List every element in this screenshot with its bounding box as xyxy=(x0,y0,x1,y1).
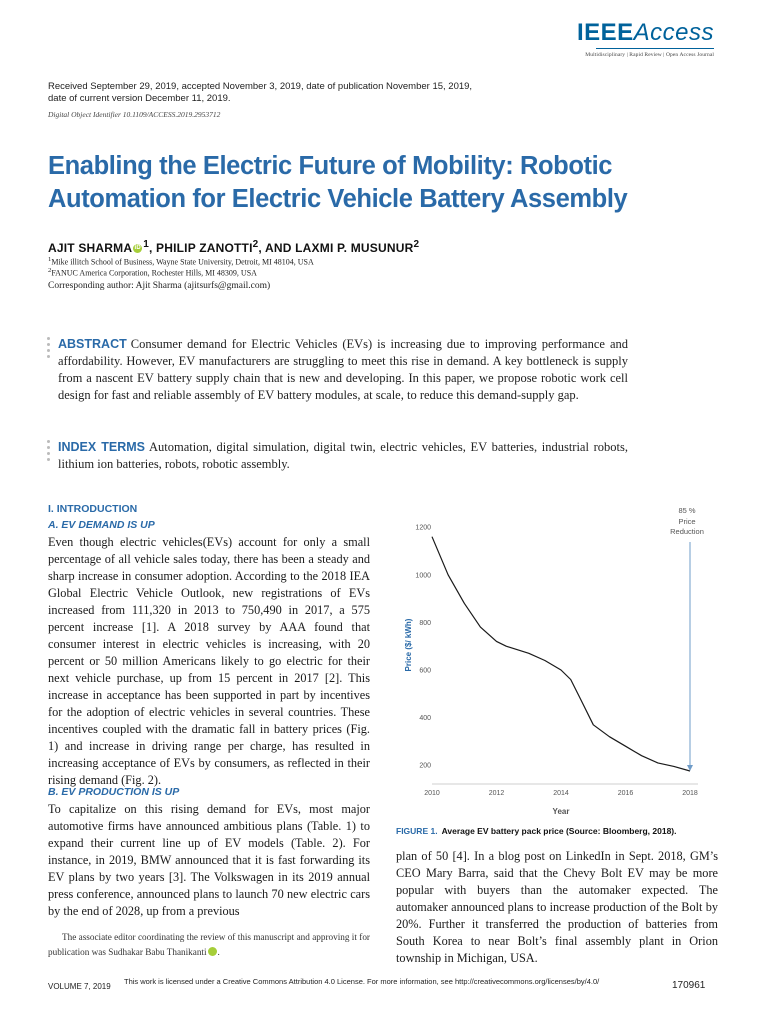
author-list xyxy=(48,239,419,255)
affiliation-1-number: 1 xyxy=(48,256,52,263)
affiliation-2-number: 2 xyxy=(48,267,52,274)
author-2-affil: 2 xyxy=(252,239,259,250)
y-tick-label: 400 xyxy=(419,715,431,723)
footer-license: This work is licensed under a Creative Commons Attribution 4.0 License. For more information, see http://creativecommons.org/licenses/by/4.0/ xyxy=(124,977,600,986)
x-axis-label: Year xyxy=(552,807,570,816)
received-line-2: date of current version December 11, 2019. xyxy=(48,93,231,104)
affiliation-2-text: FANUC America Corporation, Rochester Hills, MI 48309, USA xyxy=(51,268,257,278)
y-tick-label: 1000 xyxy=(415,572,431,580)
affiliation-2 xyxy=(48,267,257,278)
index-terms-dots-icon xyxy=(47,440,51,464)
y-tick-label: 600 xyxy=(419,667,431,675)
logo-ieee: IEEE xyxy=(576,19,634,46)
doi: Digital Object Identifier 10.1109/ACCESS.2019.2953712 xyxy=(48,110,221,119)
editor-footnote: The associate editor coordinating the review of this manuscript and approving it for publication was Sudhakar Babu Thanikanti iD. xyxy=(48,932,370,957)
subsection-heading-ev-production: B. EV PRODUCTION IS UP xyxy=(48,786,180,798)
series-line xyxy=(432,537,690,771)
paragraph-right-column: plan of 50 [4]. In a blog post on LinkedIn in Sept. 2018, GM’s CEO Mary Barra, said that the Chevy Bolt EV may be more popular with buyers than the automaker expected. The automaker announced plans to increase production of the Bolt by 20%. Further it transferred the production of batteries from South Korea to near Bolt’s final assembly plant in Orion township in Michigan, USA. xyxy=(396,849,718,965)
paragraph-ev-production: To capitalize on this rising demand for EVs, most major automotive firms have announced ambitious plans (Table. 1) to expand their current line up of EV models (Table. 2). For instance, in 2019, BMW announced that it is fast forwarding its EV plans by two years [3]. The Volkswagen in its 2019 annual press conference, announced plans to launch 70 new electric cars by the end of 2028, up from a previous xyxy=(48,802,370,918)
index-terms-label: INDEX TERMS xyxy=(58,440,145,454)
author-3: , AND LAXMI P. MUSUNUR xyxy=(258,241,414,255)
x-tick-label: 2016 xyxy=(617,790,634,797)
battery-price-chart xyxy=(392,500,722,820)
received-line-1: Received September 29, 2019, accepted November 3, 2019, date of publication November 15, 2019, xyxy=(48,81,473,92)
x-tick-label: 2018 xyxy=(682,790,698,797)
annotation-text-line-1: 85 % xyxy=(678,506,696,515)
x-tick-label: 2010 xyxy=(424,790,440,797)
corresponding-author: Corresponding author: Ajit Sharma (ajitsurfs@gmail.com) xyxy=(48,281,271,291)
y-axis-label: Price ($/ kWh) xyxy=(404,618,413,672)
received-dates xyxy=(48,81,548,105)
affiliation-1-text: Mike illitch School of Business, Wayne State University, Detroit, MI 48104, USA xyxy=(51,257,314,267)
author-2: , PHILIP ZANOTTI xyxy=(148,241,253,255)
author-1-affil: 1 xyxy=(143,239,149,250)
logo-tagline: Multidisciplinary | Rapid Review | Open Access Journal xyxy=(585,52,714,58)
abstract-label: ABSTRACT xyxy=(58,337,127,351)
paragraph-ev-demand: Even though electric vehicles(EVs) account for only a small percentage of all vehicle sales today, there has been a steady and sharp increase in consumer adoption. According to the 2018 IEA Global Electric Vehicle Outlook, new registrations of EVs increased from 111,320 in 2013 to 750,490 in 2017, a 575 percent increase [1]. A 2018 survey by AAA found that consumer interest in electric vehicles is increasing, with 20 percent or 50 million Americans likely to go electric for their next vehicle purchase, up from 15 percent in 2017 [2]. This increase in acceptance has been supported in part by incentives for the adoption of electric vehicles in several countries. These incentives coupled with the dramatic fall in battery prices (Fig. 1) and increase in driving range per charge, has resulted in increasing acceptance of EVs by consumers, as reflected in their rising demand (Fig. 2). xyxy=(48,535,370,787)
journal-logo xyxy=(577,20,714,58)
abstract-dots-icon xyxy=(47,337,51,361)
y-tick-label: 800 xyxy=(419,619,431,627)
figure-label: FIGURE 1. xyxy=(396,826,438,836)
abstract xyxy=(58,336,628,404)
affiliation-1 xyxy=(48,256,314,267)
subsection-heading-ev-demand: A. EV DEMAND IS UP xyxy=(48,519,155,531)
abstract-text: Consumer demand for Electric Vehicles (EVs) is increasing due to improving performance and affordability. However, EV manufacturers are struggling to meet this rise in demand. A key bottleneck is supply from a nascent EV battery supply chain that is new and developing. In this paper, we propose robotic work cell design for fast and reliable assembly of EV battery modules, at scale, to reduce this demand-supply gap. xyxy=(58,337,628,402)
logo-rule xyxy=(596,48,714,49)
orcid-icon[interactable]: iD xyxy=(208,947,217,956)
orcid-icon[interactable]: iD xyxy=(134,245,141,251)
x-tick-label: 2014 xyxy=(553,790,569,797)
annotation-text-line-2: Price xyxy=(678,517,696,526)
footer-page-number: 170961 xyxy=(672,980,706,991)
x-tick-label: 2012 xyxy=(488,790,505,797)
editor-footnote-text: The associate editor coordinating the review of this manuscript and approving it for publication was Sudhakar Babu Thanikanti xyxy=(48,932,370,957)
figure-caption xyxy=(396,826,677,836)
paper-title: Enabling the Electric Future of Mobility: Robotic Automation for Electric Vehicle Battery Assembly xyxy=(48,152,628,213)
footer-volume: VOLUME 7, 2019 xyxy=(48,982,111,991)
figure-caption-text: Average EV battery pack price (Source: Bloomberg, 2018). xyxy=(441,826,677,836)
index-terms xyxy=(58,439,628,473)
y-tick-label: 200 xyxy=(419,762,431,770)
logo-access: Access xyxy=(633,19,714,46)
author-3-affil: 2 xyxy=(413,239,420,250)
y-tick-label: 1200 xyxy=(415,524,431,532)
section-heading-introduction: I. INTRODUCTION xyxy=(48,503,138,515)
index-terms-text: Automation, digital simulation, digital twin, electric vehicles, EV batteries, industrial robots, lithium ion batteries, robots, robotic assembly. xyxy=(58,440,628,471)
annotation-text-line-3: Reduction xyxy=(670,527,704,536)
author-1: AJIT SHARMA xyxy=(48,241,133,255)
